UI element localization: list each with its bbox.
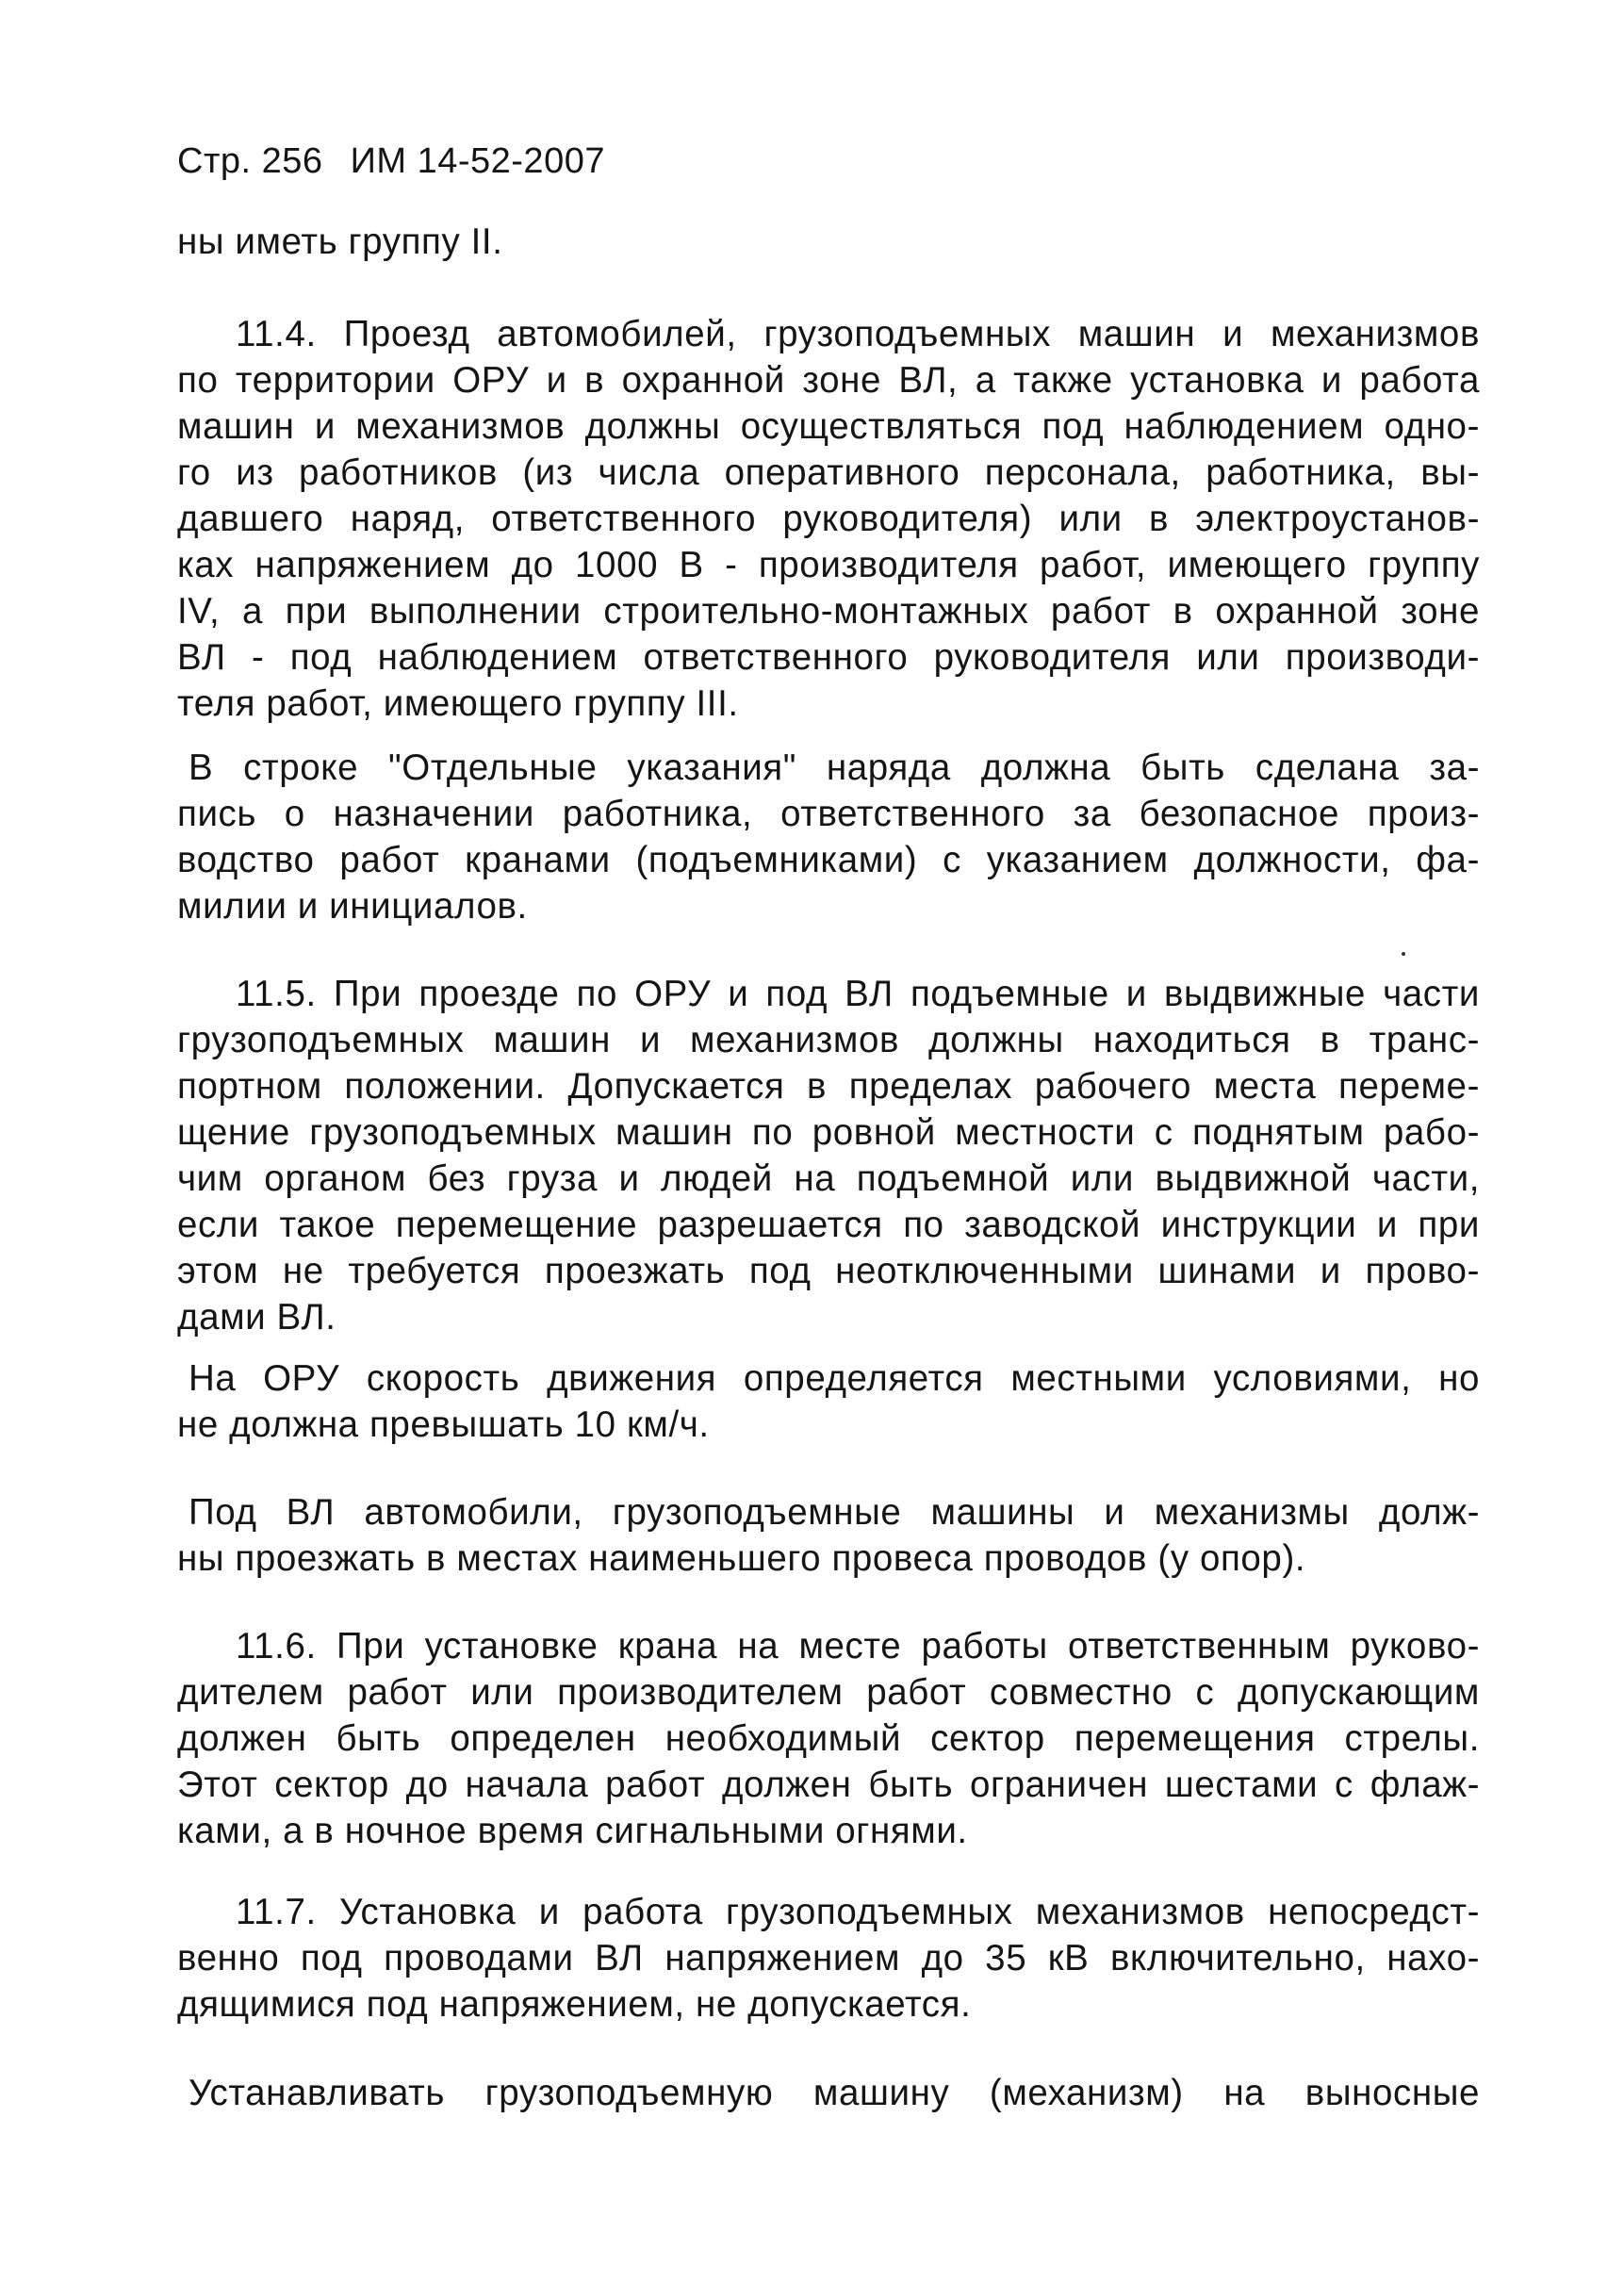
text-line: 11.7. Установка и работа грузоподъемных механизмов непосредст- [236, 1892, 1480, 1932]
text-line: водство работ кранами (подъемниками) с указанием должности, фа- [177, 840, 1480, 880]
text-line: грузоподъемных машин и механизмов должны находиться в транс- [177, 1020, 1480, 1060]
paragraph-11-7 [177, 1889, 1480, 2028]
text-line: го из работников (из числа оперативного персонала, работника, вы- [177, 452, 1480, 493]
text-line: Этот сектор до начала работ должен быть ограничен шестами с флаж- [177, 1765, 1480, 1805]
text-line: IV, а при выполнении строительно-монтажных работ в охранной зоне [177, 591, 1480, 632]
page-number: Стр. 256 [177, 141, 323, 181]
text-line: чим органом без груза и людей на подъемной или выдвижной части, [177, 1158, 1480, 1199]
paragraph-11-6 [177, 1623, 1480, 1854]
text-line: венно под проводами ВЛ напряжением до 35 кВ включительно, нахо- [177, 1938, 1480, 1978]
text-line: должен быть определен необходимый сектор перемещения стрелы. [177, 1718, 1480, 1759]
text-line: 11.6. При установке крана на месте работы ответственным руково- [236, 1626, 1480, 1666]
page-header [177, 141, 605, 182]
text-line: этом не требуется проезжать под неотключенными шинами и прово- [177, 1251, 1480, 1291]
paragraph-under-power-lines [177, 1489, 1480, 1582]
paragraph-outriggers [177, 2070, 1480, 2116]
text-line: ны проезжать в местах наименьшего провеса проводов (у опор). [177, 1538, 1306, 1579]
paragraph-11-5 [177, 971, 1480, 1340]
text-line: На ОРУ скорость движения определяется местными условиями, но [189, 1358, 1480, 1399]
text-line: пись о назначении работника, ответственного за безопасное произ- [177, 794, 1480, 834]
text-line: давшего наряд, ответственного руководителя) или в электроустанов- [177, 499, 1480, 539]
text-line: по территории ОРУ и в охранной зоне ВЛ, а также установка и работа [177, 360, 1480, 401]
text-line: Устанавливать грузоподъемную машину (механизм) на выносные [189, 2073, 1480, 2113]
text-line: дами ВЛ. [177, 1297, 336, 1338]
text-line: щение грузоподъемных машин по ровной местности с поднятым рабо- [177, 1112, 1480, 1153]
text-line: не должна превышать 10 км/ч. [177, 1404, 710, 1445]
text-line: милии и инициалов. [177, 886, 528, 927]
text-line: ны иметь группу II. [177, 222, 503, 262]
text-line: теля работ, имеющего группу III. [177, 683, 739, 724]
scan-speck [1402, 952, 1405, 956]
paragraph-continuation [177, 219, 1480, 265]
paragraph-speed-limit [177, 1355, 1480, 1448]
text-line: если такое перемещение разрешается по заводской инструкции и при [177, 1205, 1480, 1245]
paragraph-11-4 [177, 311, 1480, 727]
text-line: машин и механизмов должны осуществляться под наблюдением одно- [177, 406, 1480, 447]
text-line: дящимися под напряжением, не допускается. [177, 1984, 972, 2025]
text-line: ВЛ - под наблюдением ответственного руководителя или производи- [177, 637, 1480, 678]
text-line: В строке "Отдельные указания" наряда должна быть сделана за- [189, 747, 1480, 788]
text-line: дителем работ или производителем работ совместно с допускающим [177, 1672, 1480, 1713]
text-line: Под ВЛ автомобили, грузоподъемные машины и механизмы долж- [189, 1492, 1480, 1533]
text-line: портном положении. Допускается в пределах рабочего места переме- [177, 1066, 1480, 1107]
text-line: ках напряжением до 1000 В - производителя работ, имеющего группу [177, 545, 1480, 585]
paragraph-special-instructions [177, 745, 1480, 929]
document-id: ИМ 14-52-2007 [350, 141, 605, 181]
text-line: ками, а в ночное время сигнальными огнями. [177, 1811, 968, 1851]
text-line: 11.4. Проезд автомобилей, грузоподъемных машин и механизмов [236, 314, 1480, 354]
text-line: 11.5. При проезде по ОРУ и под ВЛ подъемные и выдвижные части [236, 974, 1480, 1014]
